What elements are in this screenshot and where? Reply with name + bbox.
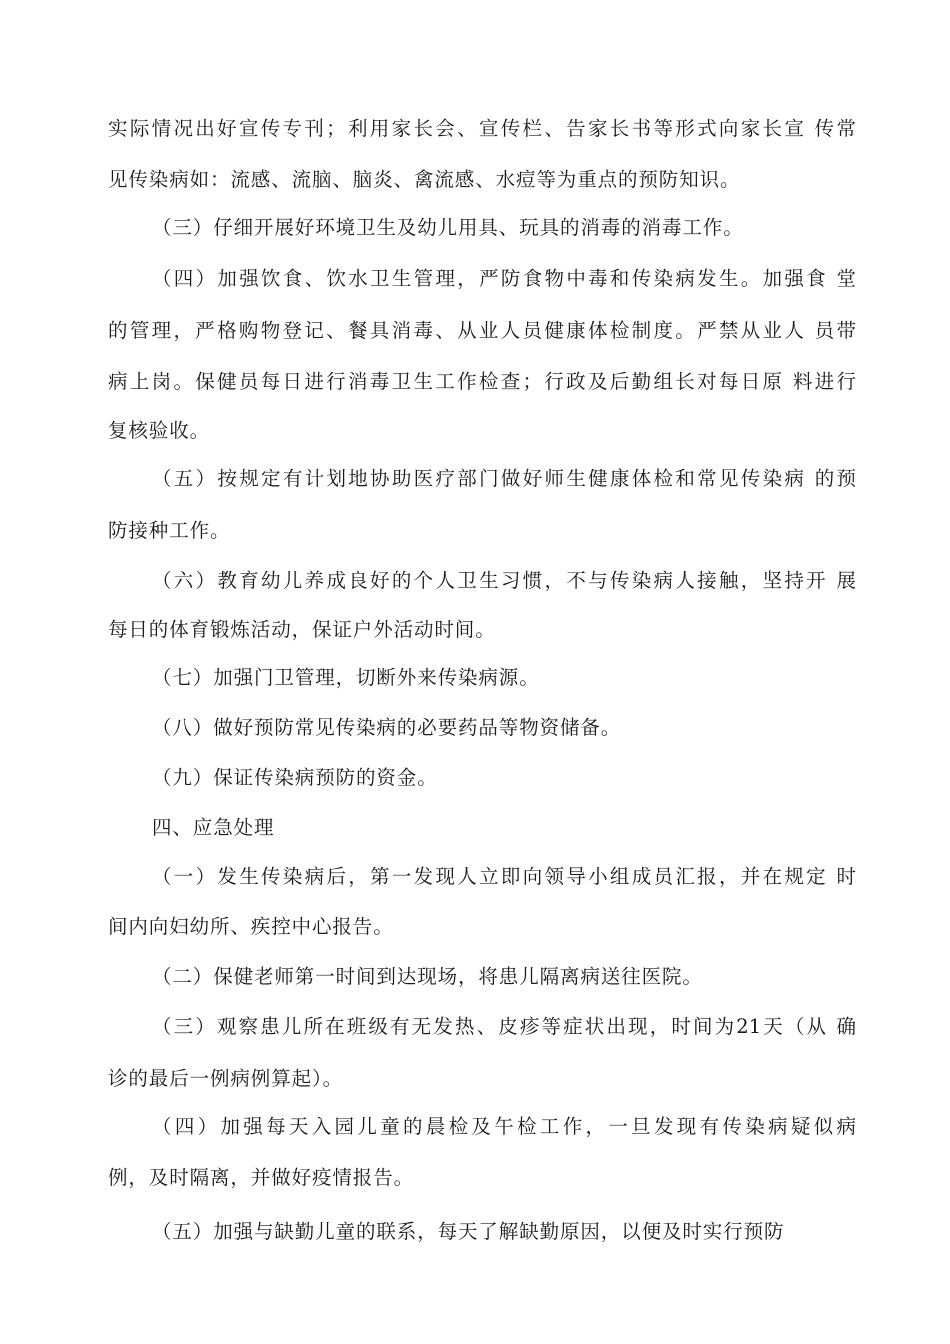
paragraph-line: 实际情况出好宣传专刊；利用家长会、宣传栏、告家长书等形式向家长宣 传常 — [108, 117, 856, 140]
paragraph-line: 例，及时隔离，并做好疫情报告。 — [108, 1166, 415, 1189]
paragraph-line: （三）仔细开展好环境卫生及幼儿用具、玩具的消毒的消毒工作。 — [152, 216, 744, 239]
paragraph-line: 每日的体育锻炼活动，保证户外活动时间。 — [108, 618, 496, 641]
paragraph-line: （五）按规定有计划地协助医疗部门做好师生健康体检和常见传染病 的预 — [152, 467, 856, 490]
paragraph-line: （六）教育幼儿养成良好的个人卫生习惯，不与传染病人接触，坚持开 展 — [152, 569, 856, 592]
paragraph-line: 病上岗。保健员每日进行消毒卫生工作检查；行政及后勤组长对每日原 料进行 — [108, 370, 856, 393]
paragraph-line: （二）保健老师第一时间到达现场，将患儿隔离病送往医院。 — [152, 965, 703, 988]
paragraph-line: （四）加强饮食、饮水卫生管理，严防食物中毒和传染病发生。加强食 堂 — [152, 267, 856, 290]
paragraph-line: （八）做好预防常见传染病的必要药品等物资储备。 — [152, 716, 622, 739]
paragraph-line: （九）保证传染病预防的资金。 — [152, 766, 438, 789]
paragraph-line: （四）加强每天入园儿童的晨检及午检工作，一旦发现有传染病疑似病 — [152, 1115, 856, 1138]
paragraph-line: 诊的最后一例病例算起）。 — [108, 1067, 344, 1090]
paragraph-line: （三）观察患儿所在班级有无发热、皮疹等症状出现，时间为21天（从 确 — [152, 1015, 856, 1038]
paragraph-line: 复核验收。 — [108, 419, 211, 442]
section-heading: 四、应急处理 — [152, 816, 275, 839]
paragraph-line: （七）加强门卫管理，切断外来传染病源。 — [152, 666, 540, 689]
paragraph-line: （一）发生传染病后，第一发现人立即向领导小组成员汇报，并在规定 时 — [152, 865, 856, 888]
paragraph-line: 见传染病如：流感、流脑、脑炎、禽流感、水痘等为重点的预防知识。 — [108, 168, 741, 191]
paragraph-line: 间内向妇幼所、疾控中心报告。 — [108, 915, 394, 938]
paragraph-line: （五）加强与缺勤儿童的联系，每天了解缺勤原因，以便及时实行预防 — [152, 1220, 785, 1243]
paragraph-line: 防接种工作。 — [108, 519, 231, 542]
paragraph-line: 的管理，严格购物登记、餐具消毒、从业人员健康体检制度。严禁从业人 员带 — [108, 319, 856, 342]
